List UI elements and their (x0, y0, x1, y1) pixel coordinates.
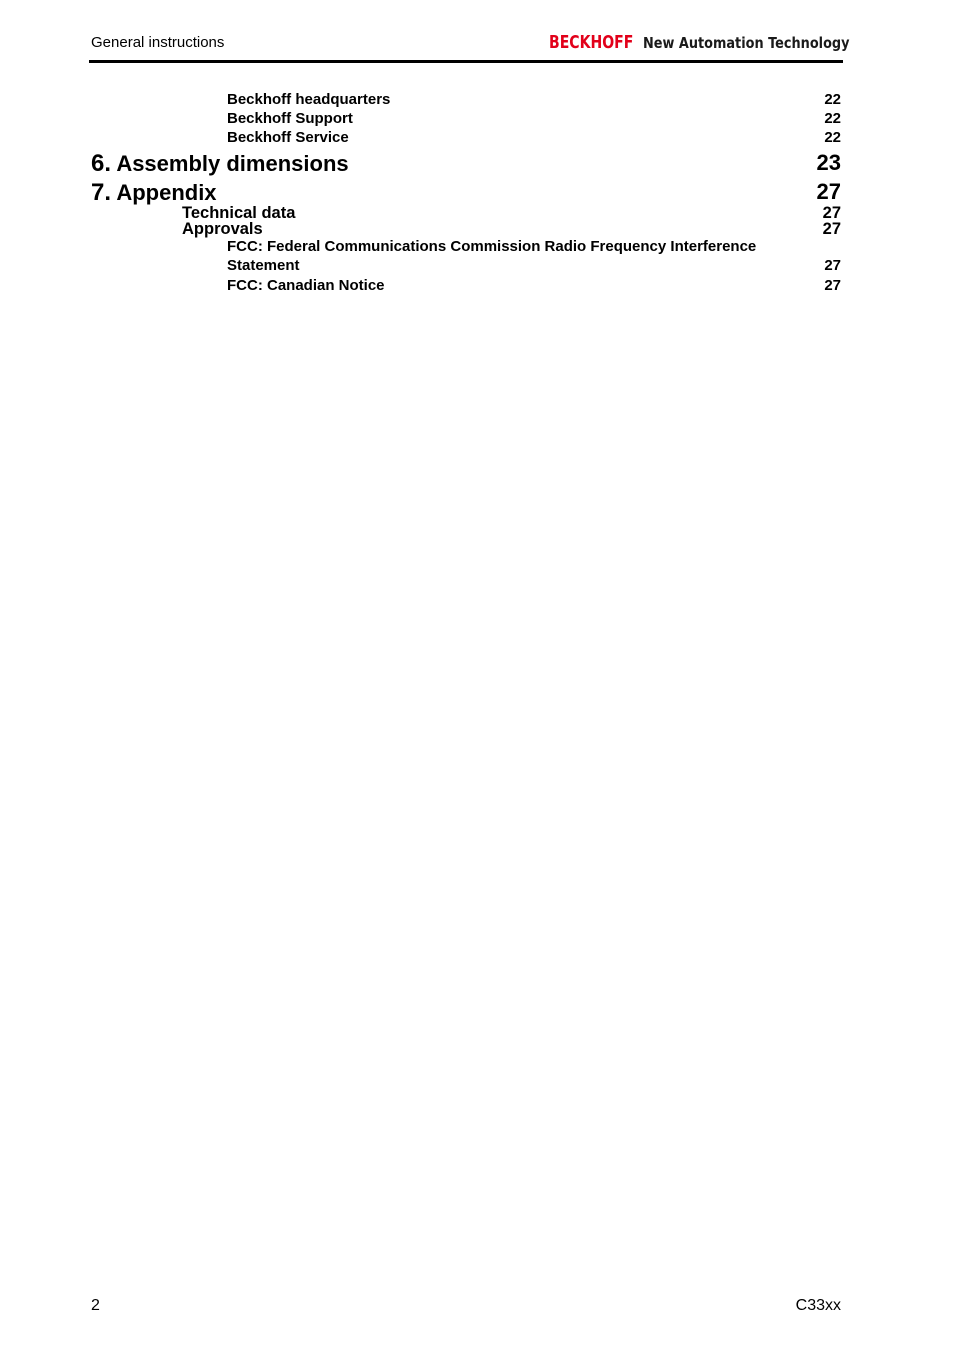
toc-entry-page: 22 (824, 110, 841, 127)
toc-entry-page: 27 (822, 204, 841, 222)
toc-entry-page: 27 (824, 277, 841, 294)
toc-entry-title: Beckhoff Support (227, 110, 353, 127)
logo-tagline: New Automation Technology (643, 34, 850, 52)
header-divider (89, 60, 843, 63)
toc-entry-title: Approvals (182, 220, 263, 238)
toc-entry-page: 22 (824, 129, 841, 146)
toc-entry-title: Appendix (116, 180, 217, 205)
toc-entry-page: 23 (816, 150, 841, 175)
footer-page-number: 2 (91, 1297, 100, 1314)
toc-entry-number: 7. (91, 179, 112, 206)
toc-entry-page: 22 (824, 91, 841, 108)
beckhoff-logo (549, 32, 850, 53)
toc-entry-number: 6. (91, 150, 112, 177)
toc-entry-title: Assembly dimensions (116, 151, 349, 176)
toc-entry-heading (91, 150, 349, 178)
logo-brand: BECKHOFF (549, 32, 634, 53)
toc-entry-title: FCC: Canadian Notice (227, 277, 385, 294)
footer-document-name: C33xx (795, 1297, 841, 1314)
toc-entry-page: 27 (824, 257, 841, 274)
toc-entry-title: FCC: Federal Communications Commission Radio Frequency Interference (227, 238, 757, 255)
toc-entry-title: Technical data (182, 204, 296, 222)
toc-entry-title: Statement (227, 257, 300, 274)
toc-entry-title: Beckhoff headquarters (227, 91, 391, 108)
toc-entry-heading (91, 179, 217, 207)
toc-entry-page: 27 (816, 179, 841, 204)
header-section-title: General instructions (91, 34, 225, 51)
toc-entry-page: 27 (822, 220, 841, 238)
toc-entry-title: Beckhoff Service (227, 129, 349, 146)
